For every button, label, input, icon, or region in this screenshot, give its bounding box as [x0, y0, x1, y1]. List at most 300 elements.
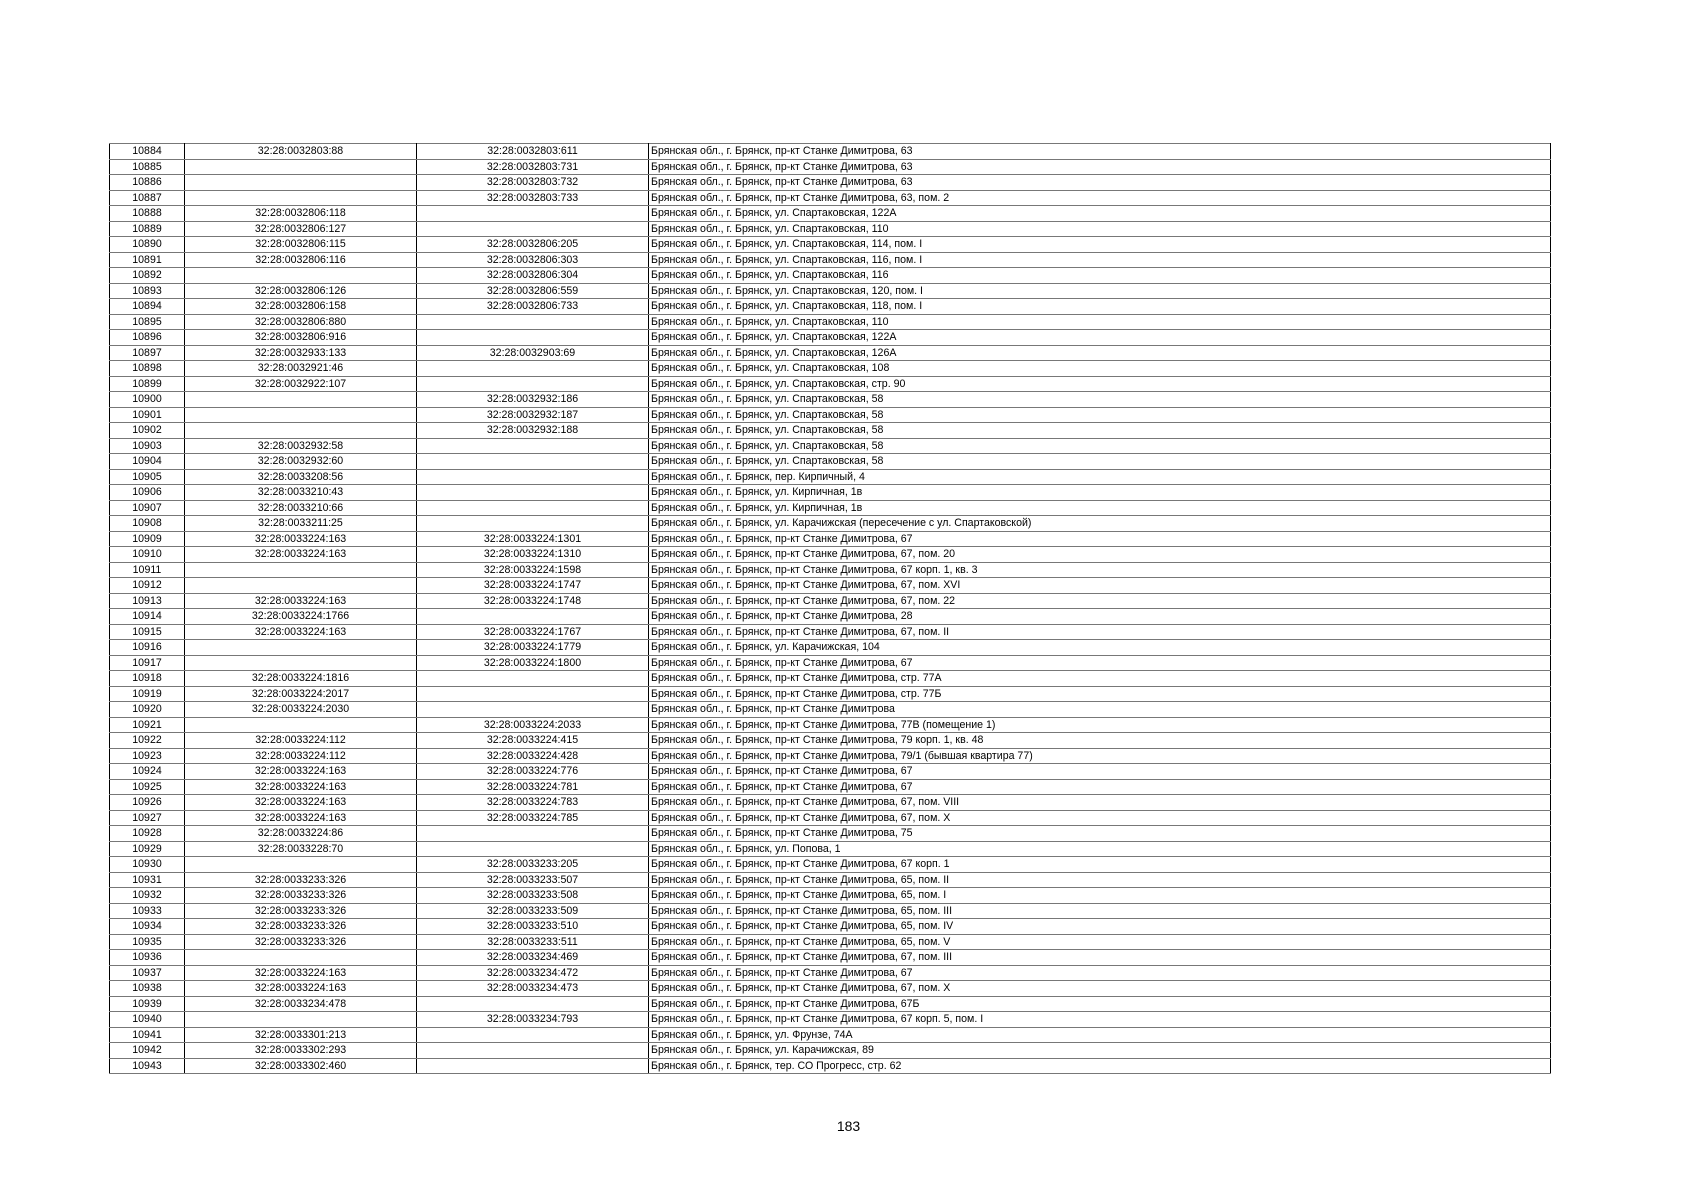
address-cell: Брянская обл., г. Брянск, ул. Спартаковская, 118, пом. I [649, 299, 1551, 315]
object-number-cell: 32:28:0033224:781 [417, 779, 649, 795]
table-row [110, 624, 1551, 640]
row-number-cell: 10891 [110, 252, 185, 268]
object-number-cell [417, 500, 649, 516]
object-number-cell: 32:28:0033224:1310 [417, 547, 649, 563]
object-number-cell: 32:28:0033233:508 [417, 888, 649, 904]
address-cell: Брянская обл., г. Брянск, пр-кт Станке Димитрова, 67, пом. VIII [649, 795, 1551, 811]
row-number-cell: 10936 [110, 950, 185, 966]
land-parcel-number-cell: 32:28:0033224:163 [185, 624, 417, 640]
land-parcel-number-cell [185, 159, 417, 175]
land-parcel-number-cell: 32:28:0033224:163 [185, 764, 417, 780]
row-number-cell: 10914 [110, 609, 185, 625]
land-parcel-number-cell: 32:28:0033233:326 [185, 903, 417, 919]
address-cell: Брянская обл., г. Брянск, пр-кт Станке Димитрова, 67 [649, 764, 1551, 780]
table-row [110, 438, 1551, 454]
address-cell: Брянская обл., г. Брянск, пер. Кирпичный, 4 [649, 469, 1551, 485]
address-cell: Брянская обл., г. Брянск, пр-кт Станке Димитрова, 65, пом. I [649, 888, 1551, 904]
land-parcel-number-cell: 32:28:0033224:86 [185, 826, 417, 842]
address-cell: Брянская обл., г. Брянск, ул. Попова, 1 [649, 841, 1551, 857]
table-row [110, 748, 1551, 764]
land-parcel-number-cell: 32:28:0032806:127 [185, 221, 417, 237]
land-parcel-number-cell: 32:28:0033234:478 [185, 996, 417, 1012]
row-number-cell: 10895 [110, 314, 185, 330]
row-number-cell: 10903 [110, 438, 185, 454]
object-number-cell [417, 376, 649, 392]
land-parcel-number-cell [185, 950, 417, 966]
table-row [110, 655, 1551, 671]
registry-table [109, 143, 1551, 1074]
object-number-cell [417, 1058, 649, 1074]
table-row [110, 764, 1551, 780]
row-number-cell: 10902 [110, 423, 185, 439]
object-number-cell: 32:28:0033234:472 [417, 965, 649, 981]
address-cell: Брянская обл., г. Брянск, пр-кт Станке Димитрова, 67, пом. II [649, 624, 1551, 640]
land-parcel-number-cell: 32:28:0033233:326 [185, 872, 417, 888]
row-number-cell: 10917 [110, 655, 185, 671]
table-row [110, 779, 1551, 795]
address-cell: Брянская обл., г. Брянск, ул. Спартаковская, 114, пом. I [649, 237, 1551, 253]
land-parcel-number-cell: 32:28:0033224:163 [185, 795, 417, 811]
row-number-cell: 10928 [110, 826, 185, 842]
address-cell: Брянская обл., г. Брянск, ул. Спартаковская, 122А [649, 330, 1551, 346]
row-number-cell: 10940 [110, 1012, 185, 1028]
address-cell: Брянская обл., г. Брянск, ул. Кирпичная, 1в [649, 485, 1551, 501]
land-parcel-number-cell [185, 640, 417, 656]
land-parcel-number-cell: 32:28:0033210:66 [185, 500, 417, 516]
land-parcel-number-cell [185, 175, 417, 191]
table-row [110, 469, 1551, 485]
object-number-cell [417, 1027, 649, 1043]
address-cell: Брянская обл., г. Брянск, пр-кт Станке Димитрова, 67, пом. X [649, 810, 1551, 826]
land-parcel-number-cell: 32:28:0033302:293 [185, 1043, 417, 1059]
land-parcel-number-cell: 32:28:0033224:163 [185, 779, 417, 795]
row-number-cell: 10935 [110, 934, 185, 950]
object-number-cell: 32:28:0032932:188 [417, 423, 649, 439]
object-number-cell: 32:28:0033224:1767 [417, 624, 649, 640]
table-row [110, 175, 1551, 191]
row-number-cell: 10892 [110, 268, 185, 284]
object-number-cell: 32:28:0032806:303 [417, 252, 649, 268]
row-number-cell: 10937 [110, 965, 185, 981]
address-cell: Брянская обл., г. Брянск, пр-кт Станке Димитрова, 67, пом. XVI [649, 578, 1551, 594]
address-cell: Брянская обл., г. Брянск, пр-кт Станке Димитрова, 67 корп. 5, пом. I [649, 1012, 1551, 1028]
land-parcel-number-cell: 32:28:0033301:213 [185, 1027, 417, 1043]
land-parcel-number-cell: 32:28:0033208:56 [185, 469, 417, 485]
row-number-cell: 10915 [110, 624, 185, 640]
row-number-cell: 10905 [110, 469, 185, 485]
row-number-cell: 10939 [110, 996, 185, 1012]
address-cell: Брянская обл., г. Брянск, пр-кт Станке Димитрова, 67Б [649, 996, 1551, 1012]
table-row [110, 221, 1551, 237]
object-number-cell [417, 485, 649, 501]
address-cell: Брянская обл., г. Брянск, ул. Кирпичная, 1в [649, 500, 1551, 516]
object-number-cell [417, 671, 649, 687]
address-cell: Брянская обл., г. Брянск, пр-кт Станке Димитрова [649, 702, 1551, 718]
address-cell: Брянская обл., г. Брянск, ул. Карачижская (пересечение с ул. Спартаковской) [649, 516, 1551, 532]
address-cell: Брянская обл., г. Брянск, пр-кт Станке Димитрова, 65, пом. II [649, 872, 1551, 888]
object-number-cell: 32:28:0033234:793 [417, 1012, 649, 1028]
row-number-cell: 10897 [110, 345, 185, 361]
row-number-cell: 10918 [110, 671, 185, 687]
object-number-cell: 32:28:0033234:469 [417, 950, 649, 966]
row-number-cell: 10885 [110, 159, 185, 175]
address-cell: Брянская обл., г. Брянск, пр-кт Станке Димитрова, стр. 77А [649, 671, 1551, 687]
row-number-cell: 10899 [110, 376, 185, 392]
row-number-cell: 10908 [110, 516, 185, 532]
table-row [110, 531, 1551, 547]
row-number-cell: 10886 [110, 175, 185, 191]
address-cell: Брянская обл., г. Брянск, пр-кт Станке Димитрова, 67 [649, 965, 1551, 981]
object-number-cell [417, 361, 649, 377]
table-row [110, 733, 1551, 749]
object-number-cell: 32:28:0033224:1748 [417, 593, 649, 609]
land-parcel-number-cell [185, 562, 417, 578]
row-number-cell: 10930 [110, 857, 185, 873]
object-number-cell: 32:28:0032932:186 [417, 392, 649, 408]
table-row [110, 686, 1551, 702]
row-number-cell: 10893 [110, 283, 185, 299]
land-parcel-number-cell: 32:28:0033211:25 [185, 516, 417, 532]
row-number-cell: 10938 [110, 981, 185, 997]
object-number-cell: 32:28:0033224:1779 [417, 640, 649, 656]
row-number-cell: 10924 [110, 764, 185, 780]
row-number-cell: 10919 [110, 686, 185, 702]
address-cell: Брянская обл., г. Брянск, пр-кт Станке Димитрова, 67 корп. 1, кв. 3 [649, 562, 1551, 578]
row-number-cell: 10906 [110, 485, 185, 501]
land-parcel-number-cell: 32:28:0032803:88 [185, 144, 417, 160]
object-number-cell [417, 206, 649, 222]
row-number-cell: 10888 [110, 206, 185, 222]
row-number-cell: 10909 [110, 531, 185, 547]
table-row [110, 888, 1551, 904]
row-number-cell: 10922 [110, 733, 185, 749]
table-row [110, 996, 1551, 1012]
table-row [110, 423, 1551, 439]
object-number-cell [417, 609, 649, 625]
object-number-cell: 32:28:0033224:783 [417, 795, 649, 811]
table-row [110, 299, 1551, 315]
table-row [110, 144, 1551, 160]
address-cell: Брянская обл., г. Брянск, ул. Спартаковская, 122А [649, 206, 1551, 222]
land-parcel-number-cell [185, 423, 417, 439]
address-cell: Брянская обл., г. Брянск, пр-кт Станке Димитрова, 67, пом. 22 [649, 593, 1551, 609]
object-number-cell [417, 454, 649, 470]
table-row [110, 206, 1551, 222]
land-parcel-number-cell [185, 407, 417, 423]
row-number-cell: 10921 [110, 717, 185, 733]
object-number-cell: 32:28:0032806:304 [417, 268, 649, 284]
land-parcel-number-cell: 32:28:0033233:326 [185, 919, 417, 935]
land-parcel-number-cell [185, 857, 417, 873]
address-cell: Брянская обл., г. Брянск, пр-кт Станке Димитрова, 67, пом. III [649, 950, 1551, 966]
object-number-cell: 32:28:0032803:611 [417, 144, 649, 160]
object-number-cell: 32:28:0033224:428 [417, 748, 649, 764]
land-parcel-number-cell: 32:28:0032933:133 [185, 345, 417, 361]
row-number-cell: 10900 [110, 392, 185, 408]
object-number-cell: 32:28:0032806:559 [417, 283, 649, 299]
registry-table-body [110, 144, 1551, 1074]
object-number-cell: 32:28:0032803:733 [417, 190, 649, 206]
row-number-cell: 10910 [110, 547, 185, 563]
table-row [110, 919, 1551, 935]
land-parcel-number-cell: 32:28:0033224:112 [185, 748, 417, 764]
row-number-cell: 10933 [110, 903, 185, 919]
address-cell: Брянская обл., г. Брянск, ул. Спартаковская, 110 [649, 314, 1551, 330]
row-number-cell: 10889 [110, 221, 185, 237]
table-row [110, 1012, 1551, 1028]
land-parcel-number-cell: 32:28:0033224:2017 [185, 686, 417, 702]
address-cell: Брянская обл., г. Брянск, пр-кт Станке Димитрова, 67, пом. 20 [649, 547, 1551, 563]
address-cell: Брянская обл., г. Брянск, ул. Спартаковская, 116, пом. I [649, 252, 1551, 268]
table-row [110, 159, 1551, 175]
address-cell: Брянская обл., г. Брянск, пр-кт Станке Димитрова, 67 [649, 531, 1551, 547]
table-row [110, 1043, 1551, 1059]
object-number-cell: 32:28:0033224:2033 [417, 717, 649, 733]
table-row [110, 454, 1551, 470]
address-cell: Брянская обл., г. Брянск, ул. Карачижская, 89 [649, 1043, 1551, 1059]
table-row [110, 485, 1551, 501]
land-parcel-number-cell [185, 268, 417, 284]
row-number-cell: 10929 [110, 841, 185, 857]
object-number-cell: 32:28:0033234:473 [417, 981, 649, 997]
row-number-cell: 10920 [110, 702, 185, 718]
table-row [110, 934, 1551, 950]
land-parcel-number-cell: 32:28:0032806:916 [185, 330, 417, 346]
object-number-cell: 32:28:0033224:1800 [417, 655, 649, 671]
page-number: 183 [836, 1118, 861, 1134]
row-number-cell: 10894 [110, 299, 185, 315]
row-number-cell: 10911 [110, 562, 185, 578]
row-number-cell: 10925 [110, 779, 185, 795]
land-parcel-number-cell: 32:28:0032806:118 [185, 206, 417, 222]
row-number-cell: 10907 [110, 500, 185, 516]
table-row [110, 841, 1551, 857]
land-parcel-number-cell: 32:28:0033224:163 [185, 547, 417, 563]
table-row [110, 237, 1551, 253]
address-cell: Брянская обл., г. Брянск, ул. Карачижская, 104 [649, 640, 1551, 656]
table-row [110, 407, 1551, 423]
land-parcel-number-cell: 32:28:0033210:43 [185, 485, 417, 501]
address-cell: Брянская обл., г. Брянск, пр-кт Станке Димитрова, 77В (помещение 1) [649, 717, 1551, 733]
object-number-cell [417, 826, 649, 842]
object-number-cell [417, 469, 649, 485]
table-row [110, 872, 1551, 888]
table-row [110, 516, 1551, 532]
address-cell: Брянская обл., г. Брянск, пр-кт Станке Димитрова, 75 [649, 826, 1551, 842]
land-parcel-number-cell: 32:28:0033224:1766 [185, 609, 417, 625]
table-row [110, 1058, 1551, 1074]
land-parcel-number-cell [185, 655, 417, 671]
table-row [110, 500, 1551, 516]
object-number-cell [417, 841, 649, 857]
row-number-cell: 10898 [110, 361, 185, 377]
address-cell: Брянская обл., г. Брянск, пр-кт Станке Димитрова, 65, пом. III [649, 903, 1551, 919]
object-number-cell: 32:28:0033224:785 [417, 810, 649, 826]
address-cell: Брянская обл., г. Брянск, ул. Спартаковская, 58 [649, 392, 1551, 408]
row-number-cell: 10916 [110, 640, 185, 656]
object-number-cell [417, 314, 649, 330]
address-cell: Брянская обл., г. Брянск, ул. Спартаковская, 58 [649, 407, 1551, 423]
table-row [110, 283, 1551, 299]
address-cell: Брянская обл., г. Брянск, пр-кт Станке Димитрова, 65, пом. V [649, 934, 1551, 950]
object-number-cell [417, 996, 649, 1012]
land-parcel-number-cell [185, 1012, 417, 1028]
table-row [110, 252, 1551, 268]
row-number-cell: 10941 [110, 1027, 185, 1043]
address-cell: Брянская обл., г. Брянск, пр-кт Станке Димитрова, 67, пом. X [649, 981, 1551, 997]
object-number-cell: 32:28:0033233:507 [417, 872, 649, 888]
land-parcel-number-cell: 32:28:0033224:112 [185, 733, 417, 749]
address-cell: Брянская обл., г. Брянск, ул. Спартаковская, 120, пом. I [649, 283, 1551, 299]
table-row [110, 903, 1551, 919]
land-parcel-number-cell: 32:28:0032932:60 [185, 454, 417, 470]
address-cell: Брянская обл., г. Брянск, пр-кт Станке Димитрова, 79 корп. 1, кв. 48 [649, 733, 1551, 749]
address-cell: Брянская обл., г. Брянск, ул. Спартаковская, 58 [649, 454, 1551, 470]
address-cell: Брянская обл., г. Брянск, ул. Спартаковская, 126А [649, 345, 1551, 361]
address-cell: Брянская обл., г. Брянск, ул. Спартаковская, 110 [649, 221, 1551, 237]
address-cell: Брянская обл., г. Брянск, пр-кт Станке Димитрова, 79/1 (бывшая квартира 77) [649, 748, 1551, 764]
object-number-cell: 32:28:0033233:511 [417, 934, 649, 950]
address-cell: Брянская обл., г. Брянск, пр-кт Станке Димитрова, 28 [649, 609, 1551, 625]
row-number-cell: 10943 [110, 1058, 185, 1074]
land-parcel-number-cell: 32:28:0032806:116 [185, 252, 417, 268]
table-row [110, 562, 1551, 578]
land-parcel-number-cell: 32:28:0032921:46 [185, 361, 417, 377]
object-number-cell [417, 1043, 649, 1059]
object-number-cell [417, 686, 649, 702]
address-cell: Брянская обл., г. Брянск, пр-кт Станке Димитрова, 65, пом. IV [649, 919, 1551, 935]
address-cell: Брянская обл., г. Брянск, пр-кт Станке Димитрова, 67 [649, 779, 1551, 795]
land-parcel-number-cell: 32:28:0033224:2030 [185, 702, 417, 718]
land-parcel-number-cell [185, 578, 417, 594]
table-row [110, 593, 1551, 609]
land-parcel-number-cell: 32:28:0032922:107 [185, 376, 417, 392]
object-number-cell [417, 438, 649, 454]
object-number-cell: 32:28:0033224:1301 [417, 531, 649, 547]
land-parcel-number-cell: 32:28:0033224:163 [185, 593, 417, 609]
object-number-cell: 32:28:0033224:1598 [417, 562, 649, 578]
address-cell: Брянская обл., г. Брянск, ул. Спартаковская, 116 [649, 268, 1551, 284]
object-number-cell [417, 221, 649, 237]
row-number-cell: 10896 [110, 330, 185, 346]
row-number-cell: 10887 [110, 190, 185, 206]
land-parcel-number-cell: 32:28:0033228:70 [185, 841, 417, 857]
table-row [110, 826, 1551, 842]
object-number-cell [417, 330, 649, 346]
address-cell: Брянская обл., г. Брянск, пр-кт Станке Димитрова, 63, пом. 2 [649, 190, 1551, 206]
land-parcel-number-cell: 32:28:0032806:880 [185, 314, 417, 330]
row-number-cell: 10913 [110, 593, 185, 609]
address-cell: Брянская обл., г. Брянск, пр-кт Станке Димитрова, стр. 77Б [649, 686, 1551, 702]
land-parcel-number-cell: 32:28:0033224:163 [185, 810, 417, 826]
object-number-cell: 32:28:0033233:509 [417, 903, 649, 919]
table-row [110, 392, 1551, 408]
table-row [110, 268, 1551, 284]
address-cell: Брянская обл., г. Брянск, ул. Спартаковская, 58 [649, 423, 1551, 439]
land-parcel-number-cell: 32:28:0033224:1816 [185, 671, 417, 687]
address-cell: Брянская обл., г. Брянск, пр-кт Станке Димитрова, 63 [649, 159, 1551, 175]
row-number-cell: 10931 [110, 872, 185, 888]
address-cell: Брянская обл., г. Брянск, пр-кт Станке Димитрова, 63 [649, 144, 1551, 160]
table-row [110, 702, 1551, 718]
land-parcel-number-cell: 32:28:0033233:326 [185, 888, 417, 904]
row-number-cell: 10901 [110, 407, 185, 423]
land-parcel-number-cell: 32:28:0032806:158 [185, 299, 417, 315]
address-cell: Брянская обл., г. Брянск, ул. Фрунзе, 74А [649, 1027, 1551, 1043]
object-number-cell: 32:28:0032932:187 [417, 407, 649, 423]
land-parcel-number-cell: 32:28:0033224:163 [185, 531, 417, 547]
address-cell: Брянская обл., г. Брянск, ул. Спартаковская, 108 [649, 361, 1551, 377]
address-cell: Брянская обл., г. Брянск, ул. Спартаковская, стр. 90 [649, 376, 1551, 392]
land-parcel-number-cell: 32:28:0032806:126 [185, 283, 417, 299]
object-number-cell: 32:28:0032903:69 [417, 345, 649, 361]
row-number-cell: 10904 [110, 454, 185, 470]
land-parcel-number-cell: 32:28:0033302:460 [185, 1058, 417, 1074]
object-number-cell: 32:28:0032806:205 [417, 237, 649, 253]
address-cell: Брянская обл., г. Брянск, пр-кт Станке Димитрова, 67 [649, 655, 1551, 671]
row-number-cell: 10926 [110, 795, 185, 811]
row-number-cell: 10932 [110, 888, 185, 904]
object-number-cell: 32:28:0032803:732 [417, 175, 649, 191]
table-row [110, 345, 1551, 361]
table-row [110, 314, 1551, 330]
object-number-cell: 32:28:0033224:415 [417, 733, 649, 749]
table-row [110, 361, 1551, 377]
table-row [110, 640, 1551, 656]
row-number-cell: 10890 [110, 237, 185, 253]
object-number-cell: 32:28:0033224:1747 [417, 578, 649, 594]
address-cell: Брянская обл., г. Брянск, ул. Спартаковская, 58 [649, 438, 1551, 454]
land-parcel-number-cell [185, 392, 417, 408]
table-row [110, 1027, 1551, 1043]
table-row [110, 965, 1551, 981]
table-row [110, 330, 1551, 346]
table-row [110, 717, 1551, 733]
table-row [110, 810, 1551, 826]
object-number-cell: 32:28:0032803:731 [417, 159, 649, 175]
object-number-cell [417, 516, 649, 532]
table-row [110, 857, 1551, 873]
land-parcel-number-cell [185, 717, 417, 733]
table-row [110, 190, 1551, 206]
row-number-cell: 10934 [110, 919, 185, 935]
table-row [110, 671, 1551, 687]
object-number-cell [417, 702, 649, 718]
table-row [110, 609, 1551, 625]
table-row [110, 981, 1551, 997]
object-number-cell: 32:28:0033224:776 [417, 764, 649, 780]
land-parcel-number-cell: 32:28:0033224:163 [185, 965, 417, 981]
row-number-cell: 10912 [110, 578, 185, 594]
land-parcel-number-cell: 32:28:0032932:58 [185, 438, 417, 454]
object-number-cell: 32:28:0032806:733 [417, 299, 649, 315]
table-row [110, 795, 1551, 811]
address-cell: Брянская обл., г. Брянск, пр-кт Станке Димитрова, 67 корп. 1 [649, 857, 1551, 873]
land-parcel-number-cell: 32:28:0033224:163 [185, 981, 417, 997]
land-parcel-number-cell [185, 190, 417, 206]
address-cell: Брянская обл., г. Брянск, пр-кт Станке Димитрова, 63 [649, 175, 1551, 191]
row-number-cell: 10927 [110, 810, 185, 826]
object-number-cell: 32:28:0033233:205 [417, 857, 649, 873]
land-parcel-number-cell: 32:28:0032806:115 [185, 237, 417, 253]
address-cell: Брянская обл., г. Брянск, тер. СО Прогресс, стр. 62 [649, 1058, 1551, 1074]
table-row [110, 547, 1551, 563]
land-parcel-number-cell: 32:28:0033233:326 [185, 934, 417, 950]
table-row [110, 950, 1551, 966]
row-number-cell: 10942 [110, 1043, 185, 1059]
row-number-cell: 10923 [110, 748, 185, 764]
table-row [110, 376, 1551, 392]
